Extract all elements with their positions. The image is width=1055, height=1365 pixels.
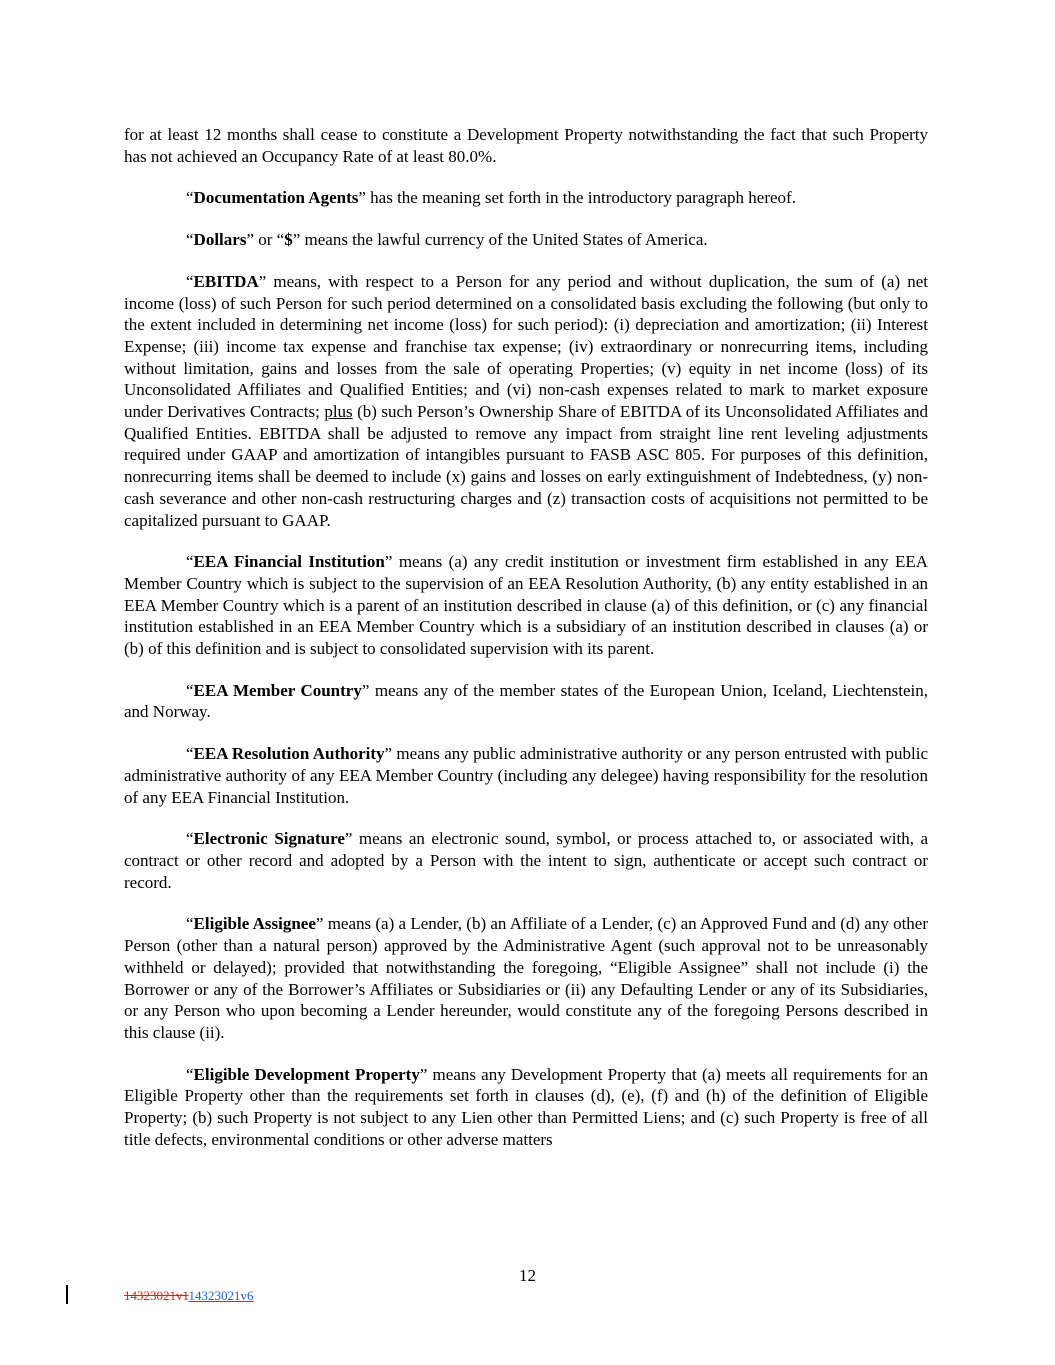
document-id-inserted: 14323021v6 (188, 1288, 254, 1303)
definition-eligible-development-property: “Eligible Development Property” means any Development Property that (a) meets all requirements for an Eligible Property other than the requirements set forth in clauses (d), (e), (f) and (h) of the definition of Eligible Property; (b) such Property is not subject to any Lien other than Permitted Liens; and (c) such Property is free of all title defects, environmental conditions or other adverse matters (124, 1064, 928, 1149)
definition-text: means an electronic sound, symbol, or process attached to, or associated with, a contract or other record and adopted by a Person with the intent to sign, authenticate or accept such contract or record. (124, 829, 929, 892)
definition-eea-resolution-authority: “EEA Resolution Authority” means any public administrative authority or any person entrusted with public administrative authority of any EEA Member Country (including any delegee) having responsibility for the resolution of any EEA Financial Institution. (124, 744, 929, 807)
definition-text: means, with respect to a Person for any period and without duplication, the sum of (a) net income (loss) of such Person for such period determined on a consolidated basis excluding the following (but only to the extent included in determining net income (loss) for such period): (i) depreciation and amortization; (ii) Interest Expense; (iii) income tax expense and franchise tax expense; (iv) extraordinary or nonrecurring items, including without limitation, gains and losses from the sale of operating Properties; (v) equity in net income (loss) of its Unconsolidated Affiliates and Qualified Entities; and (vi) non-cash expenses related to mark to market exposure under Derivatives Contracts; (124, 271, 928, 422)
definition-text: means (a) any credit institution or investment firm established in any EEA Member Country which is subject to the supervision of an EEA Resolution Authority, (b) any entity established in an EEA Member Country which is a parent of an institution described in clause (a) of this definition, or (c) any financial institution established in an EEA Member Country which is a subsidiary of an institution described in clauses (a) or (b) of this definition and is subject to consolidated supervision with its parent. (124, 552, 928, 659)
document-id-deleted: 14323021v1 (124, 1288, 189, 1303)
definition-dollars: “Dollars” or “$” means the lawful currency of the United States of America. (186, 230, 708, 250)
definition-text: means any Development Property that (a) meets all requirements for an Eligible Property other than the requirements set forth in clauses (d), (e), (f) and (h) of the definition of Eligible Property; (b) such Property is not subject to any Lien other than Permitted Liens; and (c) such Property is free of all title defects, environmental conditions or other adverse matters (124, 1064, 928, 1149)
definition-eea-financial-institution: “EEA Financial Institution” means (a) any credit institution or investment firm established in any EEA Member Country which is subject to the supervision of an EEA Resolution Authority, (b) any entity established in an EEA Member Country which is a parent of an institution described in clause (a) of this definition, or (c) any financial institution established in an EEA Member Country which is a subsidiary of an institution described in clauses (a) or (b) of this definition and is subject to consolidated supervision with its parent. (124, 552, 928, 659)
definition-ebitda: “EBITDA” means, with respect to a Person for any period and without duplication, the sum of (a) net income (loss) of such Person for such period determined on a consolidated basis excluding the following (but only to the extent included in determining net income (loss) for such period): (i) depreciation and amortization; (ii) Interest Expense; (iii) income tax expense and franchise tax expense; (iv) extraordinary or nonrecurring items, including without limitation, gains and losses from the sale of operating Properties; (v) equity in net income (loss) of its Unconsolidated Affiliates and Qualified Entities; and (vi) non-cash expenses related to mark to market exposure under Derivatives Contracts; plus (b) such Person’s Ownership Share of EBITDA of its Unconsolidated Affiliates and Qualified Entities. EBITDA shall be adjusted to remove any impact from straight line rent leveling adjustments required under GAAP and amortization of intangibles pursuant to FASB ASC 805. For purposes of this definition, nonrecurring items shall be deemed to include (x) gains and losses on early extinguishment of Indebtedness, (y) non-cash severance and other non-cash restructuring charges and (z) transaction costs of acquisitions not permitted to be capitalized pursuant to GAAP. (124, 271, 928, 530)
definition-documentation-agents: “Documentation Agents” has the meaning set forth in the introductory paragraph hereof. (186, 188, 796, 208)
definition-text: means the lawful currency of the United States of America. (300, 230, 708, 250)
definition-eea-member-country: “EEA Member Country” means any of the member states of the European Union, Iceland, Liechtenstein, and Norway. (124, 680, 928, 722)
defined-term: Documentation Agents (193, 188, 359, 208)
definition-text: means any of the member states of the European Union, Iceland, Liechtenstein, and Norway. (124, 680, 928, 722)
defined-term: EEA Member Country (193, 680, 362, 700)
revision-change-bar (66, 1285, 68, 1304)
document-id-footer (124, 1288, 254, 1304)
defined-term: Electronic Signature (193, 829, 345, 849)
defined-term: EEA Resolution Authority (193, 744, 385, 764)
definition-eligible-assignee: “Eligible Assignee” means (a) a Lender, (b) an Affiliate of a Lender, (c) an Approved Fund and (d) any other Person (other than a natural person) approved by the Administrative Agent (such approval not to be unreasonably withheld or delayed); provided that notwithstanding the foregoing, “Eligible Assignee” shall not include (i) the Borrower or any of the Borrower’s Affiliates or Subsidiaries or (ii) any Defaulting Lender or any of its Subsidiaries, or any Person who upon becoming a Lender hereunder, would constitute any of the foregoing Persons described in this clause (ii). (124, 914, 929, 1042)
defined-term: Dollars (193, 230, 247, 250)
definition-text: means (a) a Lender, (b) an Affiliate of a Lender, (c) an Approved Fund and (d) any other Person (other than a natural person) approved by the Administrative Agent (such approval not to be unreasonably withheld or delayed); provided that notwithstanding the foregoing, “Eligible Assignee” shall not include (i) the Borrower or any of the Borrower’s Affiliates or Subsidiaries or (ii) any Defaulting Lender or any of its Subsidiaries, or any Person who upon becoming a Lender hereunder, would constitute any of the foregoing Persons described in this clause (ii). (124, 914, 929, 1042)
document-body (124, 124, 928, 1170)
underlined-word: plus (324, 402, 353, 422)
defined-term: Eligible Assignee (193, 914, 316, 934)
definition-text: has the meaning set forth in the introductory paragraph hereof. (365, 188, 796, 208)
defined-term: $ (284, 230, 293, 250)
defined-term: EEA Financial Institution (193, 552, 385, 572)
definition-electronic-signature: “Electronic Signature” means an electronic sound, symbol, or process attached to, or associated with, a contract or other record and adopted by a Person with the intent to sign, authenticate or accept such contract or record. (124, 829, 929, 892)
page-number: 12 (519, 1266, 536, 1285)
definition-text: (b) such Person’s Ownership Share of EBITDA of its Unconsolidated Affiliates and Qualified Entities. EBITDA shall be adjusted to remove any impact from straight line rent leveling adjustments required under GAAP and amortization of intangibles pursuant to FASB ASC 805. For purposes of this definition, nonrecurring items shall be deemed to include (x) gains and losses on early extinguishment of Indebtedness, (y) non-cash severance and other non-cash restructuring charges and (z) transaction costs of acquisitions not permitted to be capitalized pursuant to GAAP. (124, 402, 928, 530)
definition-text: means any public administrative authority or any person entrusted with public administrative authority of any EEA Member Country (including any delegee) having responsibility for the resolution of any EEA Financial Institution. (124, 744, 929, 807)
defined-term: EBITDA (193, 271, 259, 291)
defined-term: Eligible Development Property (193, 1064, 420, 1084)
paragraph-continuation: for at least 12 months shall cease to constitute a Development Property notwithstanding the fact that such Property has not achieved an Occupancy Rate of at least 80.0%. (124, 125, 928, 166)
